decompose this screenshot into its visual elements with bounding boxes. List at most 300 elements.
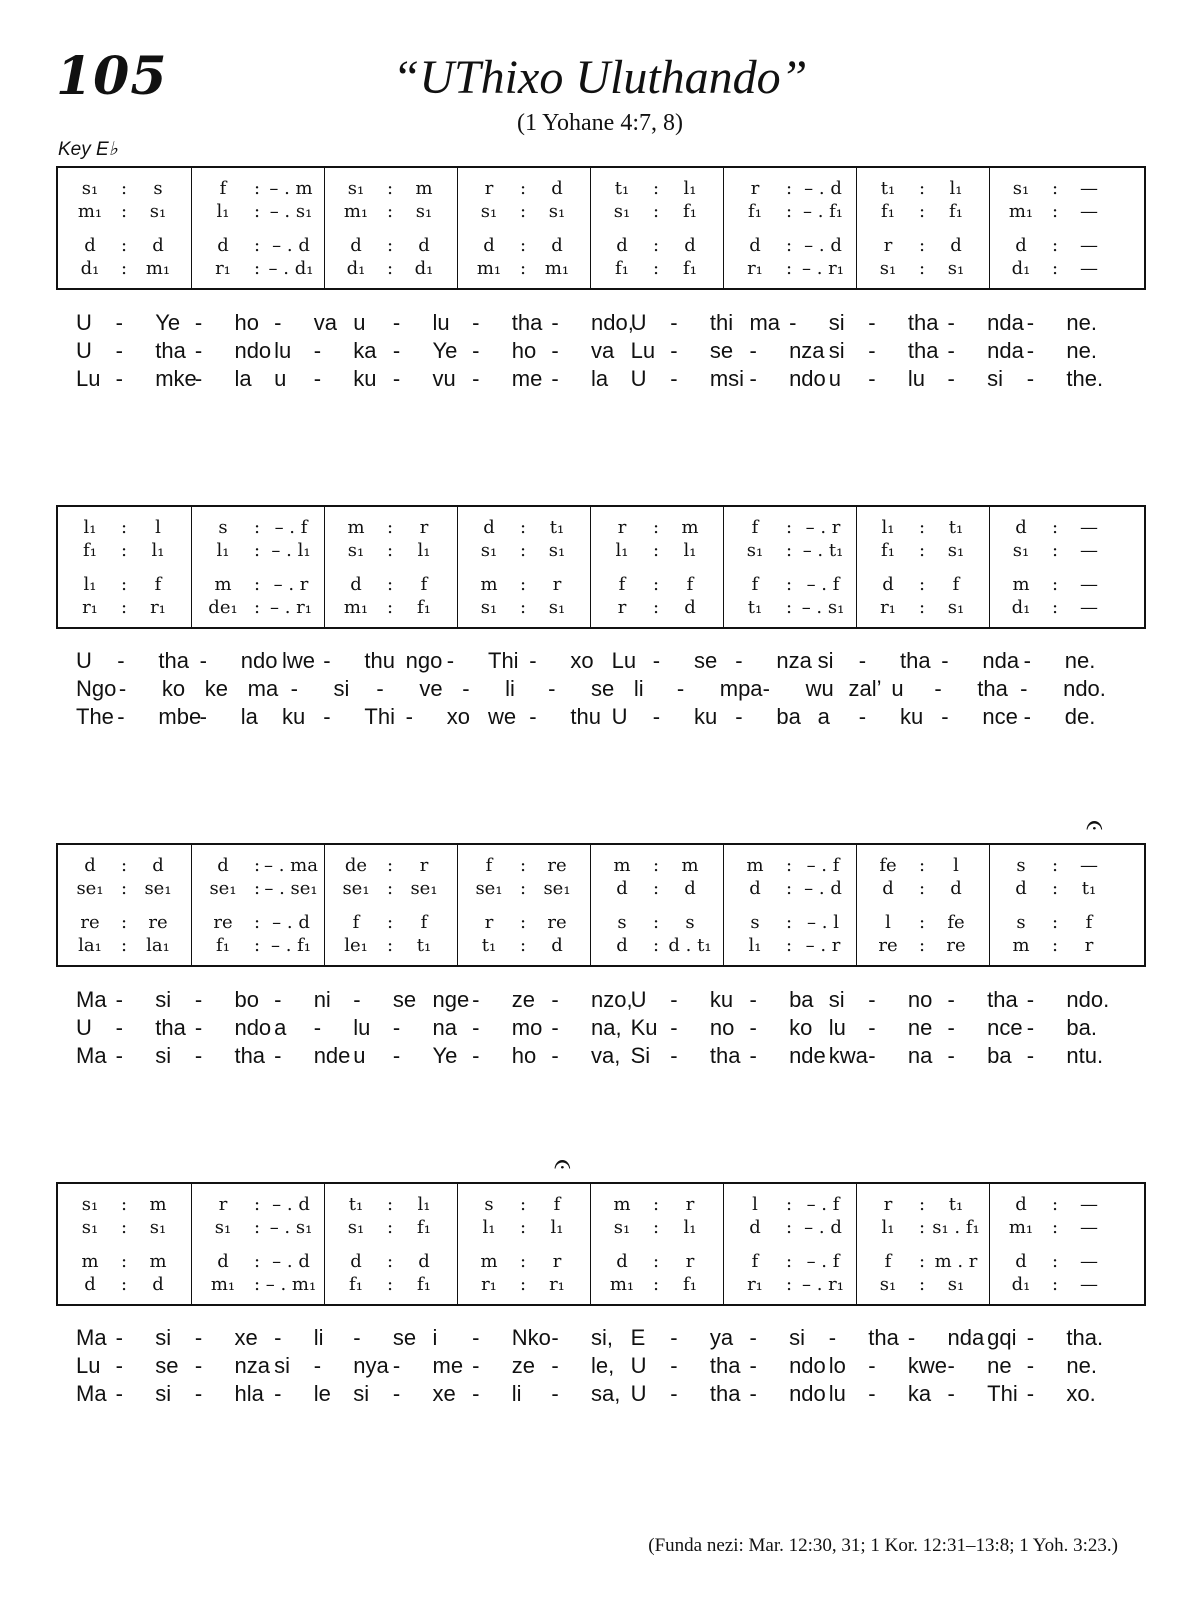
syllable-hyphen: -: [868, 1015, 876, 1040]
solfa-note: re: [148, 912, 168, 933]
beat-colon: :: [918, 1217, 926, 1238]
solfa-note: re: [547, 855, 567, 876]
syllable-hyphen: -: [405, 704, 413, 729]
solfa-note: f₁: [683, 258, 697, 279]
syllable-hyphen: -: [392, 1015, 401, 1040]
solfa-note: – . f₁: [270, 935, 312, 956]
lyric-syllable: si: [155, 987, 172, 1012]
solfa-note: —: [1080, 178, 1098, 199]
syllable-hyphen: -: [323, 648, 331, 673]
lyric-syllable: li: [505, 676, 515, 701]
solfa-note: t₁: [747, 597, 763, 618]
beat-colon: :: [918, 201, 926, 222]
lyric-line: [56, 366, 1146, 394]
syllable-hyphen: -: [551, 1015, 559, 1040]
solfa-note: re: [547, 912, 567, 933]
solfa-note: fe: [947, 912, 965, 933]
lyric-syllable: ho: [511, 1043, 537, 1068]
lyric-syllable: se: [591, 676, 615, 701]
hymn-title: “UThixo Uluthando”: [392, 51, 808, 104]
lyric-syllable: ne.: [1064, 648, 1096, 673]
solfa-note: l₁: [417, 540, 431, 561]
solfa-system: [56, 843, 1146, 967]
bar-line: [856, 507, 857, 627]
lyric-syllable: ntu.: [1066, 1043, 1104, 1068]
lyric-syllable: U: [76, 648, 92, 673]
solfa-note: f: [352, 912, 360, 933]
beat-colon: :: [1051, 540, 1059, 561]
syllable-hyphen: -: [652, 648, 661, 673]
syllable-hyphen: -: [1026, 1353, 1035, 1378]
syllable-hyphen: -: [313, 1353, 322, 1378]
lyric-syllable: xe: [234, 1325, 258, 1350]
lyric-syllable: u: [274, 366, 287, 391]
solfa-note: m: [613, 855, 631, 876]
solfa-note: – . s₁: [801, 597, 845, 618]
syllable-hyphen: -: [274, 1043, 282, 1068]
lyric-syllable: nge: [432, 987, 470, 1012]
solfa-note: s₁: [613, 1217, 631, 1238]
solfa-note: s₁: [149, 201, 167, 222]
beat-colon: :: [386, 258, 394, 279]
solfa-note: l₁: [615, 540, 629, 561]
beat-colon: :: [120, 1274, 128, 1295]
solfa-note: d: [749, 235, 761, 256]
beat-colon: :: [1051, 574, 1059, 595]
lyric-line: [56, 310, 1146, 338]
syllable-hyphen: -: [313, 1015, 322, 1040]
lyric-syllable: ndo.: [1063, 676, 1106, 701]
solfa-note: r₁: [549, 1274, 565, 1295]
beat-colon: :: [120, 517, 128, 538]
syllable-hyphen: -: [115, 1381, 123, 1406]
syllable-hyphen: -: [670, 1015, 678, 1040]
lyric-syllable: ku: [694, 704, 718, 729]
lyric-syllable: na: [907, 1043, 933, 1068]
solfa-note: t₁: [416, 935, 432, 956]
lyric-syllable: ne.: [1066, 310, 1097, 335]
syllable-hyphen: -: [392, 1381, 401, 1406]
syllable-hyphen: -: [670, 1325, 678, 1350]
syllable-hyphen: -: [749, 1353, 757, 1378]
syllable-hyphen: -: [947, 1381, 955, 1406]
solfa-note: – . f₁: [802, 201, 844, 222]
solfa-note: l₁: [417, 1194, 431, 1215]
lyric-syllable: na: [432, 1015, 458, 1040]
syllable-hyphen: -: [115, 987, 123, 1012]
beat-colon: :: [918, 235, 926, 256]
syllable-hyphen: -: [749, 366, 757, 391]
beat-colon: :: [785, 517, 793, 538]
syllable-hyphen: -: [323, 704, 331, 729]
syllable-hyphen: -: [392, 1353, 401, 1378]
beat-colon: :: [253, 574, 261, 595]
solfa-note: f₁: [417, 1274, 431, 1295]
solfa-note: d: [1015, 878, 1027, 899]
beat-colon: :: [785, 1194, 793, 1215]
lyric-syllable: nda: [987, 310, 1024, 335]
beat-colon: :: [652, 912, 660, 933]
solfa-note: – . r: [805, 935, 841, 956]
beat-colon: :: [519, 1251, 527, 1272]
lyric-syllable: The: [76, 704, 114, 729]
lyric-syllable: tha: [868, 1325, 899, 1350]
syllable-hyphen: -: [117, 648, 125, 673]
syllable-hyphen: -: [472, 366, 480, 391]
beat-colon: :: [652, 1251, 660, 1272]
syllable-hyphen: -: [749, 1381, 757, 1406]
syllable-hyphen: -: [749, 1325, 757, 1350]
syllable-hyphen: -: [551, 310, 559, 335]
solfa-note: m: [149, 1251, 167, 1272]
solfa-note: m₁: [77, 201, 103, 222]
beat-colon: :: [652, 855, 660, 876]
beat-colon: :: [1051, 912, 1059, 933]
beat-colon: :: [120, 574, 128, 595]
syllable-hyphen: -: [789, 310, 797, 335]
lyric-syllable: Lu: [76, 366, 101, 391]
beat-colon: :: [253, 540, 261, 561]
solfa-note: —: [1080, 1194, 1098, 1215]
solfa-note: d: [84, 855, 96, 876]
solfa-note: d: [152, 235, 164, 256]
beat-colon: :: [785, 574, 793, 595]
beat-colon: :: [918, 1274, 926, 1295]
bar-line: [324, 507, 325, 627]
lyric-syllable: u: [828, 366, 841, 391]
lyric-syllable: li: [511, 1381, 522, 1406]
beat-colon: :: [1051, 855, 1059, 876]
syllable-hyphen: -: [749, 1015, 757, 1040]
syllable-hyphen: -: [749, 1043, 757, 1068]
solfa-note: s₁: [81, 1217, 99, 1238]
syllable-hyphen: -: [376, 676, 384, 701]
solfa-note: l₁: [683, 540, 697, 561]
beat-colon: :: [519, 597, 527, 618]
beat-colon: :: [386, 597, 394, 618]
lyric-syllable: thu: [570, 704, 601, 729]
solfa-note: d₁: [1011, 258, 1031, 279]
beat-colon: :: [785, 1274, 793, 1295]
solfa-note: f₁: [615, 258, 629, 279]
solfa-note: r: [552, 1251, 562, 1272]
beat-colon: :: [652, 201, 660, 222]
lyric-syllable: xo.: [1066, 1381, 1096, 1406]
lyric-syllable: si: [155, 1381, 172, 1406]
beat-colon: :: [785, 258, 793, 279]
lyric-syllable: Thi: [987, 1381, 1018, 1406]
solfa-note: m: [214, 574, 232, 595]
lyric-syllable: si: [828, 987, 845, 1012]
lyric-syllable: se: [709, 338, 734, 363]
syllable-hyphen: -: [551, 366, 559, 391]
lyric-syllable: Ye: [432, 338, 458, 363]
solfa-note: f₁: [949, 201, 963, 222]
fermata-icon: 𝄐: [554, 1147, 571, 1182]
solfa-note: r₁: [481, 1274, 497, 1295]
lyric-syllable: tha: [977, 676, 1008, 701]
beat-colon: :: [652, 540, 660, 561]
solfa-note: r: [218, 1194, 228, 1215]
solfa-note: l₁: [683, 1217, 697, 1238]
lyric-syllable: ho: [234, 310, 259, 335]
syllable-hyphen: -: [551, 1043, 559, 1068]
solfa-note: —: [1080, 1217, 1098, 1238]
lyric-syllable: nda: [982, 648, 1020, 673]
solfa-note: d: [84, 235, 96, 256]
solfa-note: f: [1085, 912, 1093, 933]
solfa-note: l₁: [748, 935, 762, 956]
solfa-note: – . l₁: [271, 540, 311, 561]
beat-colon: :: [519, 1194, 527, 1215]
solfa-note: f: [485, 855, 493, 876]
solfa-note: – . f: [806, 1194, 840, 1215]
solfa-note: d: [418, 235, 430, 256]
lyric-syllable: gqi: [987, 1325, 1017, 1350]
beat-colon: :: [785, 912, 793, 933]
syllable-hyphen: -: [115, 310, 123, 335]
solfa-note: d: [551, 178, 563, 199]
solfa-note: se₁: [209, 878, 237, 899]
solfa-note: se₁: [342, 878, 370, 899]
solfa-note: l₁: [83, 517, 97, 538]
solfa-note: l: [752, 1194, 758, 1215]
footer-references: (Funda nezi: Mar. 12:30, 31; 1 Kor. 12:31–13:8; 1 Yoh. 3:23.): [648, 1535, 1118, 1556]
solfa-note: d: [616, 235, 628, 256]
solfa-note: s₁: [480, 201, 498, 222]
solfa-note: t₁: [880, 178, 896, 199]
lyric-syllable: mo: [511, 1015, 543, 1040]
lyric-syllable: xo: [570, 648, 594, 673]
solfa-note: s: [153, 178, 163, 199]
beat-colon: :: [652, 878, 660, 899]
solfa-note: m₁: [343, 597, 369, 618]
solfa-note: —: [1080, 540, 1098, 561]
solfa-note: se₁: [410, 878, 438, 899]
syllable-hyphen: -: [274, 987, 282, 1012]
solfa-note: – . f: [274, 517, 308, 538]
lyric-syllable: Ma: [76, 1381, 107, 1406]
solfa-note: d: [84, 1274, 96, 1295]
lyric-syllable: ndo.: [1066, 987, 1110, 1012]
syllable-hyphen: -: [446, 648, 455, 673]
lyric-syllable: si: [353, 1381, 370, 1406]
syllable-hyphen: -: [670, 1353, 678, 1378]
solfa-note: la₁: [78, 935, 102, 956]
solfa-system: [56, 166, 1146, 290]
solfa-note: f: [884, 1251, 892, 1272]
beat-colon: :: [120, 540, 128, 561]
solfa-note: re: [213, 912, 233, 933]
solfa-note: d₁: [346, 258, 366, 279]
beat-colon: :: [1051, 1194, 1059, 1215]
syllable-hyphen: -: [353, 1325, 361, 1350]
solfa-note: re: [80, 912, 100, 933]
syllable-hyphen: -: [551, 1353, 559, 1378]
syllable-hyphen: -: [670, 1043, 678, 1068]
solfa-note: l₁: [151, 540, 165, 561]
lyric-syllable: tha.: [1066, 1325, 1104, 1350]
lyric-syllable: ndo: [234, 338, 272, 363]
lyric-syllable: li: [313, 1325, 324, 1350]
solfa-note: – . d: [272, 1194, 310, 1215]
beat-colon: :: [652, 178, 660, 199]
lyric-syllable: si: [789, 1325, 805, 1350]
solfa-note: s₁: [81, 178, 99, 199]
beat-colon: :: [386, 201, 394, 222]
solfa-note: r: [617, 597, 627, 618]
solfa-note: r₁: [880, 597, 896, 618]
lyric-syllable: U: [76, 338, 92, 363]
solfa-note: —: [1080, 855, 1098, 876]
solfa-note: s: [617, 912, 627, 933]
bar-line: [590, 507, 591, 627]
lyric-syllable: U: [630, 1381, 647, 1406]
syllable-hyphen: -: [1020, 676, 1028, 701]
beat-colon: :: [652, 597, 660, 618]
syllable-hyphen: -: [353, 987, 361, 1012]
beat-colon: :: [519, 1217, 527, 1238]
lyric-syllable: U: [611, 704, 628, 729]
lyric-line: [56, 704, 1146, 732]
lyric-syllable: si: [828, 310, 845, 335]
bar-line: [191, 168, 192, 288]
syllable-hyphen: -: [472, 1015, 480, 1040]
solfa-note: f: [686, 574, 694, 595]
bar-line: [989, 168, 990, 288]
solfa-note: t₁: [948, 517, 964, 538]
beat-colon: :: [785, 878, 793, 899]
solfa-note: f₁: [881, 201, 895, 222]
syllable-hyphen: -: [274, 310, 282, 335]
lyric-syllable: xo: [446, 704, 471, 729]
beat-colon: :: [785, 201, 793, 222]
lyric-syllable: la: [240, 704, 258, 729]
lyric-syllable: lwe: [282, 648, 316, 673]
syllable-hyphen: -: [1023, 704, 1031, 729]
lyric-syllable: se: [694, 648, 718, 673]
solfa-note: m₁: [609, 1274, 635, 1295]
solfa-note: s₁: [347, 1217, 365, 1238]
beat-colon: :: [1051, 1217, 1059, 1238]
lyric-syllable: ne.: [1066, 338, 1097, 363]
solfa-note: – . d: [804, 1217, 842, 1238]
beat-colon: :: [918, 1194, 926, 1215]
solfa-note: – . d: [804, 178, 842, 199]
solfa-note: f: [219, 178, 227, 199]
solfa-note: m₁: [1008, 1217, 1034, 1238]
beat-colon: :: [652, 1194, 660, 1215]
syllable-hyphen: -: [907, 1325, 916, 1350]
solfa-note: l: [885, 912, 891, 933]
solfa-note: r₁: [82, 597, 98, 618]
syllable-hyphen: -: [472, 987, 480, 1012]
solfa-note: – . d: [272, 912, 310, 933]
beat-colon: :: [785, 855, 793, 876]
solfa-note: s: [484, 1194, 494, 1215]
solfa-note: r: [419, 855, 429, 876]
lyric-syllable: ndo: [789, 366, 826, 391]
syllable-hyphen: -: [941, 704, 949, 729]
beat-colon: :: [120, 935, 128, 956]
beat-colon: :: [386, 1217, 394, 1238]
lyric-syllable: tha: [155, 1015, 186, 1040]
beat-colon: :: [785, 1217, 793, 1238]
lyric-syllable: Lu: [76, 1353, 101, 1378]
lyric-syllable: lo: [828, 1353, 846, 1378]
syllable-hyphen: -: [194, 366, 203, 391]
lyric-syllable: U: [630, 1353, 647, 1378]
syllable-hyphen: -: [868, 1353, 876, 1378]
lyric-syllable: tha: [709, 1043, 741, 1068]
solfa-note: s₁: [1012, 540, 1030, 561]
syllable-hyphen: -: [529, 648, 537, 673]
syllable-hyphen: -: [115, 366, 123, 391]
lyric-syllable: si,: [591, 1325, 613, 1350]
beat-colon: :: [918, 1251, 926, 1272]
lyric-syllable: zal’: [848, 676, 882, 701]
solfa-note: d: [350, 235, 362, 256]
beat-colon: :: [253, 201, 261, 222]
lyric-syllable: ze: [511, 987, 536, 1012]
solfa-note: d: [217, 855, 229, 876]
syllable-hyphen: -: [676, 676, 685, 701]
syllable-hyphen: -: [1026, 366, 1035, 391]
lyric-syllable: la: [234, 366, 252, 391]
solfa-note: re: [878, 935, 898, 956]
lyric-syllable: mpa: [719, 676, 763, 701]
solfa-note: r: [617, 517, 627, 538]
lyric-syllable: va,: [591, 1043, 621, 1068]
beat-colon: :: [785, 1251, 793, 1272]
syllable-hyphen: -: [1026, 338, 1035, 363]
solfa-note: s₁: [548, 540, 566, 561]
solfa-note: f: [420, 574, 428, 595]
solfa-note: f: [751, 1251, 759, 1272]
lyric-syllable: Ma: [76, 1325, 107, 1350]
lyric-syllable: nda: [987, 338, 1024, 363]
lyric-syllable: a: [817, 704, 830, 729]
beat-colon: :: [120, 258, 128, 279]
lyric-line: [56, 676, 1146, 704]
solfa-note: f₁: [417, 597, 431, 618]
solfa-note: r₁: [747, 1274, 763, 1295]
syllable-hyphen: -: [392, 366, 401, 391]
lyric-syllable: wu: [805, 676, 834, 701]
lyric-syllable: the.: [1066, 366, 1104, 391]
lyric-syllable: no: [709, 1015, 735, 1040]
syllable-hyphen: -: [947, 1353, 955, 1378]
solfa-note: f: [420, 912, 428, 933]
syllable-hyphen: -: [199, 704, 207, 729]
lyric-syllable: Lu: [630, 338, 656, 363]
beat-colon: :: [386, 1274, 394, 1295]
beat-colon: :: [1051, 235, 1059, 256]
solfa-note: s: [750, 912, 760, 933]
bar-line: [457, 507, 458, 627]
lyric-syllable: se: [392, 1325, 417, 1350]
beat-colon: :: [918, 597, 926, 618]
solfa-note: d: [684, 878, 696, 899]
solfa-note: —: [1080, 574, 1098, 595]
bar-line: [723, 507, 724, 627]
lyric-syllable: tha: [234, 1043, 266, 1068]
beat-colon: :: [386, 912, 394, 933]
lyric-line: [56, 1381, 1146, 1409]
beat-colon: :: [120, 855, 128, 876]
lyric-syllable: li: [633, 676, 644, 701]
solfa-note: d₁: [1011, 1274, 1031, 1295]
